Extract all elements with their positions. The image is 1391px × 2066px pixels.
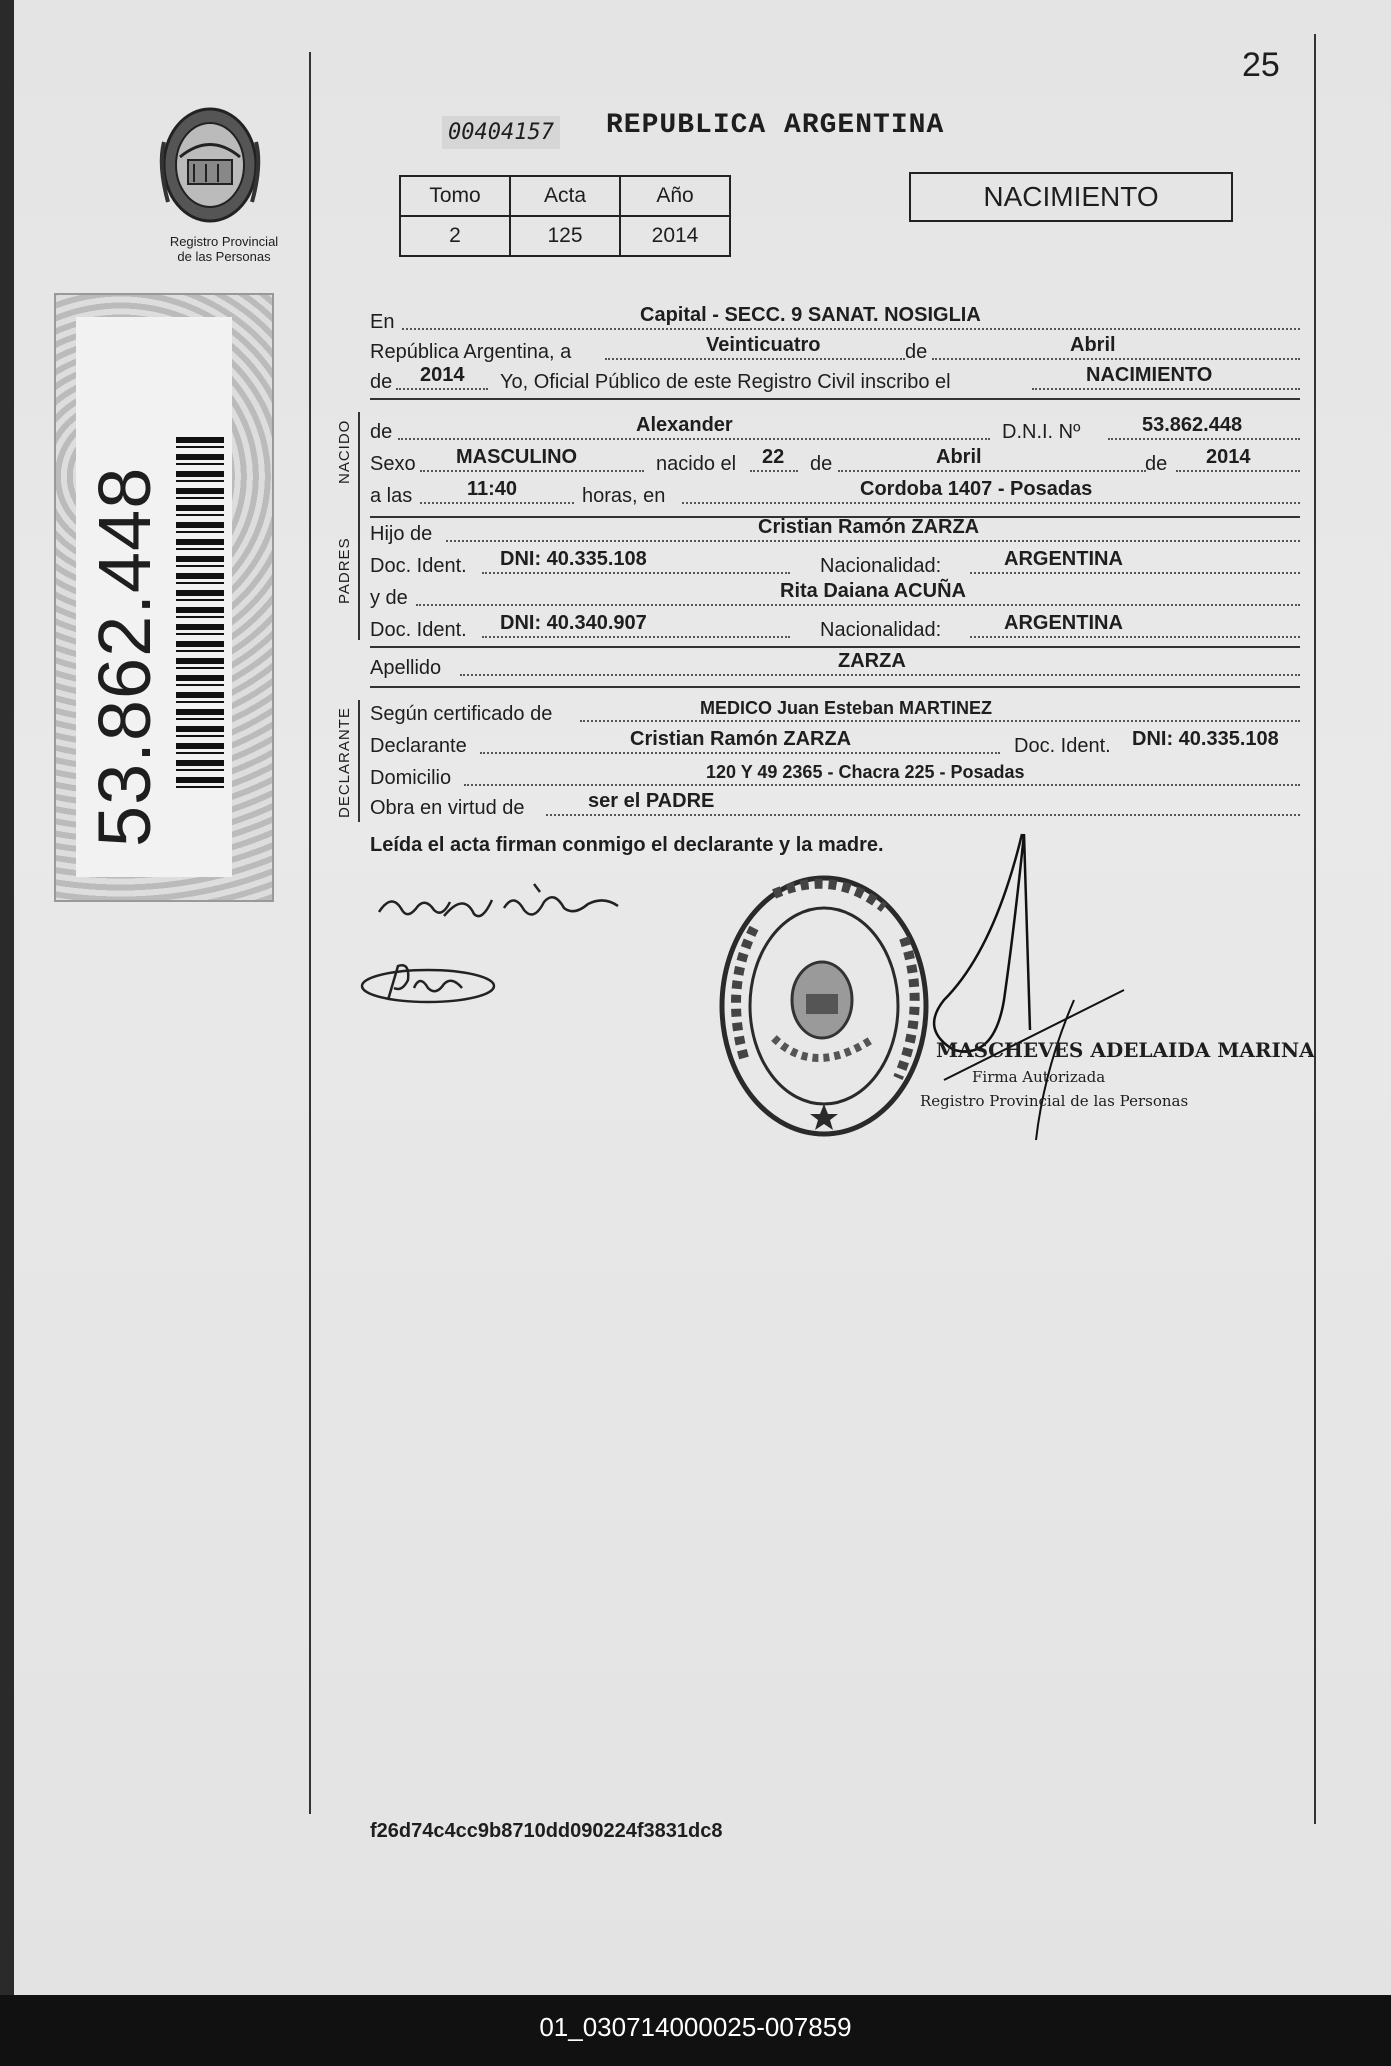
value-mother-doc: DNI: 40.340.907 <box>500 612 647 634</box>
label-and-of: y de <box>370 587 408 609</box>
label-de-birth-year: de <box>1145 453 1168 475</box>
label-son-of: Hijo de <box>370 523 433 545</box>
row-mother <box>370 580 1300 612</box>
closing-text: Leída el acta firman conmigo el declarante y la madre. <box>370 834 884 856</box>
section-rule-4 <box>370 686 1300 688</box>
value-father-doc: DNI: 40.335.108 <box>500 548 647 570</box>
value-capacity: ser el PADRE <box>588 790 715 812</box>
value-name: Alexander <box>636 414 733 436</box>
official-office: Registro Provincial de las Personas <box>920 1092 1189 1110</box>
row-father-doc <box>370 548 1300 580</box>
value-certificate: MEDICO Juan Esteban MARTINEZ <box>700 698 993 718</box>
right-margin-rule <box>1314 34 1316 1824</box>
value-mother-nationality: ARGENTINA <box>1004 612 1123 634</box>
row-certificate <box>370 696 1300 728</box>
value-birth-month: Abril <box>936 446 982 468</box>
row-address <box>370 760 1300 792</box>
agency-name <box>134 234 314 264</box>
mother-signature-icon <box>358 958 508 1008</box>
label-republic: República Argentina, a <box>370 341 572 363</box>
page-number: 25 <box>1242 46 1280 84</box>
label-at: a las <box>370 485 413 507</box>
register-value-acta: 125 <box>510 216 620 256</box>
label-sex: Sexo <box>370 453 416 475</box>
value-address: 120 Y 49 2365 - Chacra 225 - Posadas <box>706 762 1025 782</box>
agency-line-1: Registro Provincial <box>169 234 279 249</box>
row-declarant <box>370 728 1300 760</box>
value-surname: ZARZA <box>838 650 906 672</box>
record-type-box: NACIMIENTO <box>909 172 1233 222</box>
label-de-birth-month: de <box>810 453 833 475</box>
section-label-born: NACIDO <box>336 419 353 484</box>
row-place <box>370 304 1300 336</box>
section-rule-3 <box>370 646 1300 648</box>
barcode-panel <box>54 293 274 902</box>
value-mother-name: Rita Daiana ACUÑA <box>780 580 966 602</box>
label-de-name: de <box>370 421 393 443</box>
official-role: Firma Autorizada <box>972 1068 1106 1086</box>
label-father-doc: Doc. Ident. <box>370 555 467 577</box>
value-declarant-name: Cristian Ramón ZARZA <box>630 728 852 750</box>
barcode-card <box>76 317 232 877</box>
value-month: Abril <box>1070 334 1116 356</box>
label-en: En <box>370 311 395 333</box>
row-mother-doc <box>370 612 1300 644</box>
label-declarant-doc: Doc. Ident. <box>1014 735 1111 757</box>
section-label-parents: PADRES <box>336 537 353 604</box>
register-header-anio: Año <box>620 176 730 216</box>
label-father-nationality: Nacionalidad: <box>820 555 942 577</box>
label-hours: horas, en <box>582 485 666 507</box>
value-birth-day: 22 <box>762 446 785 468</box>
value-father-nationality: ARGENTINA <box>1004 548 1123 570</box>
row-capacity <box>370 790 1300 822</box>
province-emblem-icon <box>154 102 266 228</box>
value-birth-place: Cordoba 1407 - Posadas <box>860 478 1093 500</box>
row-sex-birth <box>370 446 1300 478</box>
label-address: Domicilio <box>370 767 452 789</box>
official-name: MASCHEVES ADELAIDA MARINA <box>936 1038 1315 1062</box>
row-name <box>370 414 1300 446</box>
section-rule-1 <box>370 398 1300 400</box>
value-record-kind: NACIMIENTO <box>1086 364 1213 386</box>
value-birth-year: 2014 <box>1206 446 1251 468</box>
value-place: Capital - SECC. 9 SANAT. NOSIGLIA <box>640 304 981 326</box>
label-born: nacido el <box>656 453 737 475</box>
row-father <box>370 516 1300 548</box>
label-de-year: de <box>370 371 393 393</box>
register-table <box>399 175 731 257</box>
document-hash: f26d74c4cc9b8710dd090224f3831dc8 <box>370 1820 723 1842</box>
label-mother-nationality: Nacionalidad: <box>820 619 942 641</box>
row-year <box>370 364 1300 396</box>
value-sex: MASCULINO <box>456 446 578 468</box>
value-father-name: Cristian Ramón ZARZA <box>758 516 980 538</box>
value-day-text: Veinticuatro <box>706 334 821 356</box>
register-value-anio: 2014 <box>620 216 730 256</box>
value-time: 11:40 <box>467 478 518 500</box>
register-header-acta: Acta <box>510 176 620 216</box>
register-value-tomo: 2 <box>400 216 510 256</box>
agency-line-2: de las Personas <box>177 249 271 264</box>
label-official: Yo, Oficial Público de este Registro Civil inscribo el <box>500 371 951 393</box>
declarant-signature-icon <box>374 872 634 932</box>
label-declarant: Declarante <box>370 735 467 757</box>
file-id: 01_030714000025-007859 <box>539 2012 852 2042</box>
label-mother-doc: Doc. Ident. <box>370 619 467 641</box>
label-de-month: de <box>905 341 928 363</box>
row-surname <box>370 650 1300 682</box>
value-year: 2014 <box>420 364 465 386</box>
row-date <box>370 334 1300 366</box>
serial-number: 00404157 <box>442 116 560 149</box>
official-stamp-icon <box>714 868 934 1144</box>
barcode-number: 53.862.448 <box>83 466 166 847</box>
label-certificate: Según certificado de <box>370 703 553 725</box>
value-dni: 53.862.448 <box>1142 414 1243 436</box>
document-sheet <box>14 0 1391 1995</box>
register-header-tomo: Tomo <box>400 176 510 216</box>
label-surname: Apellido <box>370 657 442 679</box>
row-time-place <box>370 478 1300 510</box>
value-declarant-doc: DNI: 40.335.108 <box>1132 728 1279 750</box>
left-margin-rule <box>309 52 311 1814</box>
label-dni: D.N.I. Nº <box>1002 421 1081 443</box>
barcode-bars <box>176 437 224 792</box>
label-capacity: Obra en virtud de <box>370 797 525 819</box>
country-title: REPUBLICA ARGENTINA <box>606 110 945 141</box>
section-label-declarant: DECLARANTE <box>336 707 353 818</box>
